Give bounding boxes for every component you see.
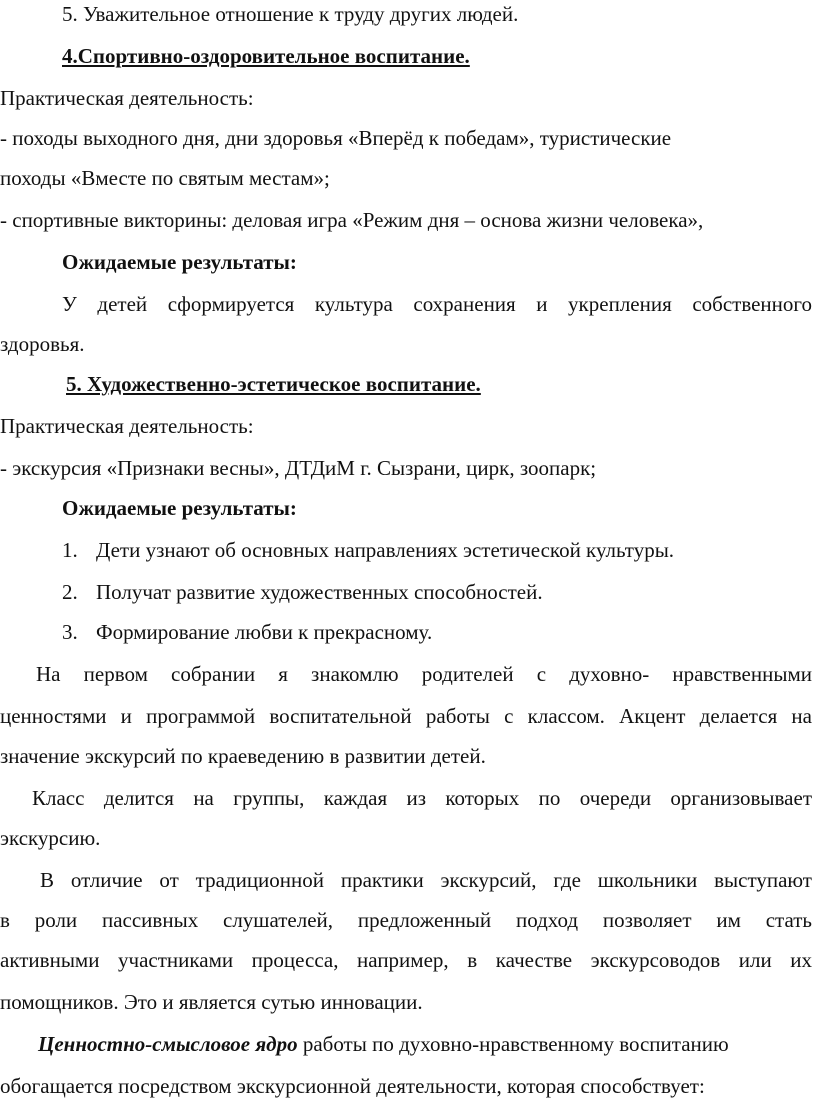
text-line: активными участниками процесса, например, в качестве экскурсоводов или их bbox=[0, 948, 812, 972]
list-text: Дети узнают об основных направлениях эстетической культуры. bbox=[96, 538, 675, 562]
text-line: обогащается посредством экскурсионной деятельности, которая способствует: bbox=[0, 1074, 705, 1098]
list-number: 3. bbox=[62, 620, 78, 644]
list-number: 1. bbox=[62, 538, 78, 562]
text-line: Класс делится на группы, каждая из которых по очереди организовывает bbox=[32, 786, 812, 810]
text-line: ценностями и программой воспитательной работы с классом. Акцент делается на bbox=[0, 704, 812, 728]
text-line: - походы выходного дня, дни здоровья «Вперёд к победам», туристические bbox=[0, 126, 672, 150]
text-line: помощников. Это и является сутью инновации. bbox=[0, 990, 423, 1014]
text-line: значение экскурсий по краеведению в развитии детей. bbox=[0, 744, 486, 768]
text-line: здоровья. bbox=[0, 332, 85, 356]
text-line: экскурсию. bbox=[0, 826, 101, 850]
text-span: работы по духовно-нравственному воспитанию bbox=[297, 1032, 729, 1056]
text-line: Практическая деятельность: bbox=[0, 86, 254, 110]
text-line: У детей сформируется культура сохранения и укрепления собственного bbox=[62, 292, 812, 316]
expected-results-heading: Ожидаемые результаты: bbox=[62, 250, 297, 274]
text-line: На первом собрании я знакомлю родителей с духовно- нравственными bbox=[36, 662, 812, 686]
list-number: 2. bbox=[62, 580, 78, 604]
section-heading-sport: 4.Спортивно-оздоровительное воспитание. bbox=[62, 44, 470, 68]
text-line: - спортивные викторины: деловая игра «Режим дня – основа жизни человека», bbox=[0, 208, 704, 232]
emphasis-text: Ценностно-смысловое ядро bbox=[38, 1032, 298, 1056]
list-text: Формирование любви к прекрасному. bbox=[96, 620, 433, 644]
text-line: 5. Уважительное отношение к труду других людей. bbox=[62, 2, 519, 26]
text-line: походы «Вместе по святым местам»; bbox=[0, 166, 330, 190]
text-line: Практическая деятельность: bbox=[0, 414, 254, 438]
list-item bbox=[62, 580, 543, 604]
text-line bbox=[38, 1032, 729, 1056]
list-text: Получат развитие художественных способностей. bbox=[96, 580, 543, 604]
text-line: - экскурсия «Признаки весны», ДТДиМ г. Сызрани, цирк, зоопарк; bbox=[0, 456, 597, 480]
list-item bbox=[62, 538, 674, 562]
expected-results-heading: Ожидаемые результаты: bbox=[62, 496, 297, 520]
text-line: в роли пассивных слушателей, предложенный подход позволяет им стать bbox=[0, 908, 812, 932]
text-line: В отличие от традиционной практики экскурсий, где школьники выступают bbox=[40, 868, 812, 892]
section-heading-art: 5. Художественно-эстетическое воспитание. bbox=[66, 372, 481, 396]
list-item bbox=[62, 620, 432, 644]
